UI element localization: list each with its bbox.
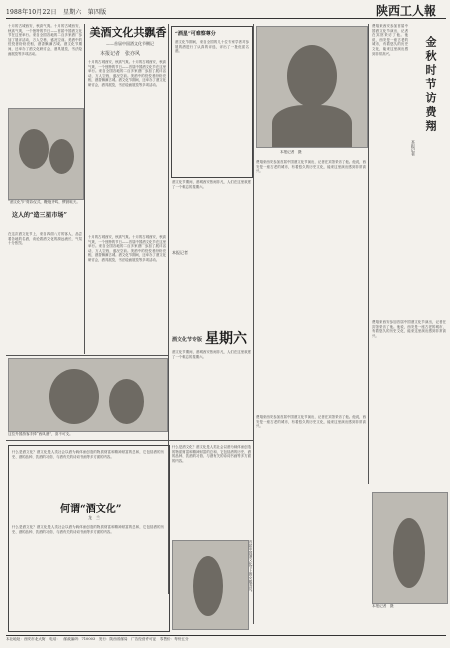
column-divider xyxy=(253,24,254,624)
photo-waitress xyxy=(172,540,249,630)
photo-portrait xyxy=(256,26,368,148)
article-text: 什么是酒文化？酒文化是人类社会以酒为载体而创造的物质财富和精神财富的总和，它包括酒的历史、酒的品种、饮酒的习俗、与酒有关的诗词书画等多方面的内容。 xyxy=(172,445,251,463)
article-title: 美酒文化共飘香 xyxy=(89,26,167,39)
section-divider xyxy=(6,440,253,441)
article-text: 十月的古城西安，秋高气爽。十月的古城西安，秋高气爽，一个独特的节日——首届中国酒文化节在这里举行。来自全国各地的二百多家酒厂参加了展评活动，万人空巷，盛况空前。美酒中的佼佼者纷纷亮相，酒香飘满古城。酒文化节期间，还举办了酒文化研讨会，酒具展览，书法绘画展览等多项活动。 xyxy=(8,24,82,56)
bottom-article-title: 何谓“酒文化” xyxy=(60,504,122,515)
masthead xyxy=(6,4,446,18)
article-text: 十月的古城西安，秋高气爽。十月的古城西安，秋高气爽，一个独特的节日——首届中国酒文化节在这里举行。来自全国各地的二百多家酒厂参加了展评活动，万人空巷，盛况空前。美酒中的佼佼者纷纷亮相，酒香飘满古城。酒文化节期间，还举办了酒文化研讨会，酒具展览，书法绘画展览等多项活动。 xyxy=(88,235,166,262)
article-text: 在这次酒文化节上，来自四面八方的客人，品尝着各地的名酒，谈论着酒文化的源远流长，气氛十分热烈。 xyxy=(8,232,82,246)
article-byline: 本报记者 张亦风 xyxy=(100,51,141,57)
newspaper-logo: 陕西工人報 xyxy=(376,4,437,18)
section-divider xyxy=(6,355,168,356)
date-line: 1988年10月22日 星期六 第四版 xyxy=(6,9,107,16)
sub-article-title: 这人的“造三星市场” xyxy=(12,212,67,219)
footer-rule xyxy=(6,635,446,636)
photo-caption: 本报记者 摄 xyxy=(372,604,394,608)
photo-foreign-visitor xyxy=(8,358,168,432)
section-column: 酒文化节专版 xyxy=(172,337,203,343)
box-title: “酒星”可难察尊分 xyxy=(175,31,216,37)
column-divider xyxy=(368,24,369,484)
article-text: 什么是酒文化？酒文化是人类社会以酒为载体而创造的物质财富和精神财富的总和，它包括酒的历史、酒的品种、饮酒的习俗、与酒有关的诗词书画等多方面的内容。 xyxy=(12,450,164,459)
photo-caption: 这位外国游客手捧“西凤酒”，喜不可支。 xyxy=(8,432,73,436)
section-title: 星期六 xyxy=(205,331,247,347)
article-text: 十月的古城西安，秋高气爽。十月的古城西安，秋高气爽，一个独特的节日——首届中国酒文化节在这里举行。来自全国各地的二百多家酒厂参加了展评活动，万人空巷，盛况空前。美酒中的佼佼者纷纷亮相，酒香飘满古城。酒文化节期间，还举办了酒文化研讨会，酒具展览，书法绘画展览等多项活动。 xyxy=(88,60,166,87)
article-text: 费翔来西安参加首届中国酒文化节演出，记者在宾馆采访了他。他说，西安是一座古老的城市，有着悠久的历史文化，能来这里演出感到非常高兴。 xyxy=(256,415,366,429)
article-subtitle: ——首届中国酒文化节侧记 xyxy=(106,41,154,46)
masthead-rule xyxy=(6,18,446,19)
photo-caption: 首届中国酒文化节上的女服务员。 xyxy=(249,540,253,594)
vertical-byline: 本报记者 xyxy=(411,140,416,156)
section-label: 本报记者 xyxy=(172,250,188,255)
article-text: 什么是酒文化？酒文化是人类社会以酒为载体而创造的物质财富和精神财富的总和，它包括酒的历史、酒的品种、饮酒的习俗、与酒有关的诗词书画等多方面的内容。 xyxy=(12,525,164,534)
photo-caption: “酒文化节”剪彩仪式，鞭炮齐鸣，锣鼓喧天。 xyxy=(8,200,80,204)
box-text: 酒文化节期间，来自全国的几十位专家学者对参展的酒进行了认真的评选，评出了一批优质名酒。 xyxy=(175,40,249,54)
photo-ceremony xyxy=(8,108,84,200)
column-divider xyxy=(84,24,85,354)
article-text: 酒文化节期间，酒城西安热闹非凡，人们在这里欢度了一个难忘的星期六。 xyxy=(172,180,251,189)
article-text: 费翔来西安参加首届中国酒文化节演出，记者在宾馆采访了他。他说，西安是一座古老的城市，有着悠久的历史文化，能来这里演出感到非常高兴。 xyxy=(372,320,446,338)
article-text: 费翔来西安参加首届中国酒文化节演出，记者在宾馆采访了他。他说，西安是一座古老的城市，有着悠久的历史文化，能来这里演出感到非常高兴。 xyxy=(372,24,408,56)
vertical-title: 金秋时节访费翔 xyxy=(424,36,437,134)
footer-text: 本社地址：西安市北大街 电话： 邮政编码：710003 发行：陕西省邮局 广告经营许可证 零售价：每份五分 xyxy=(6,637,189,641)
photo-caption: 本报记者 摄 xyxy=(280,150,302,154)
bottom-article-byline: 龙 兰 xyxy=(88,515,100,520)
article-text: 费翔来西安参加首届中国酒文化节演出，记者在宾馆采访了他。他说，西安是一座古老的城市，有着悠久的历史文化，能来这里演出感到非常高兴。 xyxy=(256,160,366,174)
photo-stage xyxy=(372,492,448,604)
article-text: 酒文化节期间，酒城西安热闹非凡，人们在这里欢度了一个难忘的星期六。 xyxy=(172,350,251,359)
